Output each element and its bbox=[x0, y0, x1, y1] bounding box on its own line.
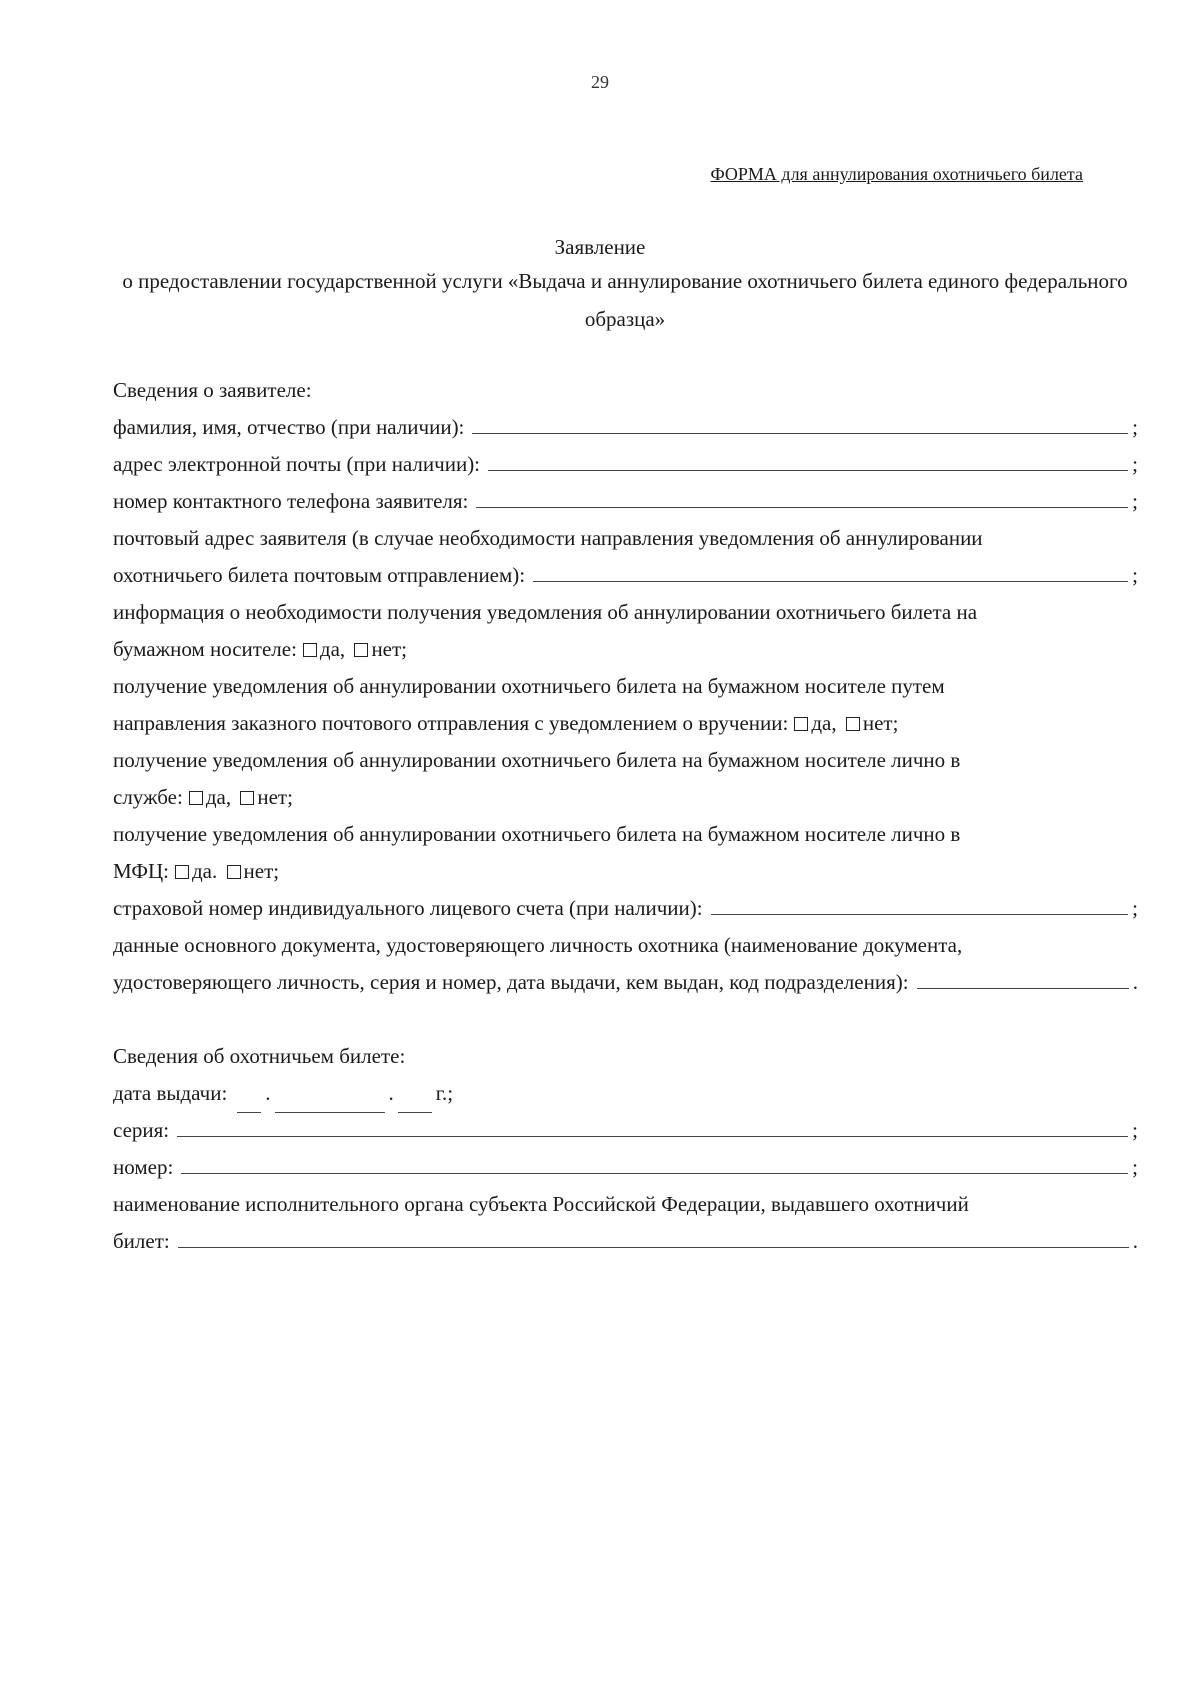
paper-yes-label: да, bbox=[319, 637, 346, 661]
service-options bbox=[189, 779, 293, 816]
form-body bbox=[113, 372, 1138, 1260]
mfc-row-1 bbox=[113, 816, 1138, 853]
mfc-options bbox=[175, 853, 279, 890]
phone-row bbox=[113, 483, 1138, 520]
mail-yes-checkbox[interactable] bbox=[794, 717, 808, 731]
phone-semicolon: ; bbox=[1132, 489, 1138, 513]
ticket-section-heading bbox=[113, 1038, 1138, 1075]
issue-date-dot-2: . bbox=[388, 1081, 394, 1105]
mfc-row-2 bbox=[113, 853, 1138, 890]
mail-label-2: направления заказного почтового отправления с уведомлением о вручении: bbox=[113, 711, 789, 735]
doc-row-2 bbox=[113, 964, 1138, 1001]
doc-row-1 bbox=[113, 927, 1138, 964]
doc-label-1: данные основного документа, удостоверяющего личность охотника (наименование документа, bbox=[113, 933, 963, 957]
paper-row-1 bbox=[113, 594, 1138, 631]
postal-address-field[interactable] bbox=[533, 580, 1128, 582]
paper-row-2 bbox=[113, 631, 1138, 668]
series-row bbox=[113, 1112, 1138, 1149]
mail-options bbox=[794, 705, 898, 742]
series-label: серия: bbox=[113, 1118, 170, 1142]
phone-field[interactable] bbox=[476, 506, 1128, 508]
section-gap bbox=[113, 1001, 1138, 1038]
snils-row bbox=[113, 890, 1138, 927]
paper-no-checkbox[interactable] bbox=[354, 643, 368, 657]
issue-date-field[interactable] bbox=[233, 1075, 436, 1113]
email-label: адрес электронной почты (при наличии): bbox=[113, 452, 481, 476]
org-period: . bbox=[1132, 1229, 1138, 1253]
snils-label: страховой номер индивидуального лицевого счета (при наличии): bbox=[113, 896, 703, 920]
paper-label-2: бумажном носителе: bbox=[113, 637, 297, 661]
mail-no-label: нет; bbox=[862, 711, 899, 735]
mfc-no-checkbox[interactable] bbox=[227, 865, 241, 879]
postal-row-2 bbox=[113, 557, 1138, 594]
org-row-2 bbox=[113, 1223, 1138, 1260]
paper-no-label: нет; bbox=[371, 637, 408, 661]
paper-label-1: информация о необходимости получения уведомления об аннулировании охотничьего билета на bbox=[113, 600, 978, 624]
fio-field[interactable] bbox=[472, 432, 1128, 434]
postal-row-1 bbox=[113, 520, 1138, 557]
service-row-1 bbox=[113, 742, 1138, 779]
service-no-label: нет; bbox=[257, 785, 293, 809]
applicant-section-heading bbox=[113, 372, 1138, 409]
service-no-checkbox[interactable] bbox=[240, 791, 254, 805]
mfc-yes-label: да. bbox=[192, 859, 218, 883]
issue-date-dot: . bbox=[265, 1081, 271, 1105]
issue-date-row bbox=[113, 1075, 1138, 1112]
mfc-no-label: нет; bbox=[243, 859, 280, 883]
doc-label-2: удостоверяющего личность, серия и номер, дата выдачи, кем выдан, код подразделения): bbox=[113, 970, 909, 994]
series-semicolon: ; bbox=[1132, 1118, 1138, 1142]
email-semicolon: ; bbox=[1132, 452, 1138, 476]
org-row-1 bbox=[113, 1186, 1138, 1223]
service-yes-checkbox[interactable] bbox=[189, 791, 203, 805]
mfc-yes-checkbox[interactable] bbox=[175, 865, 189, 879]
mail-no-checkbox[interactable] bbox=[846, 717, 860, 731]
fio-label: фамилия, имя, отчество (при наличии): bbox=[113, 415, 465, 439]
number-semicolon: ; bbox=[1132, 1155, 1138, 1179]
postal-label-2: охотничьего билета почтовым отправлением): bbox=[113, 563, 526, 587]
document-title: Заявление bbox=[554, 235, 646, 259]
paper-yes-checkbox[interactable] bbox=[303, 643, 317, 657]
issue-year-suffix: г.; bbox=[435, 1081, 454, 1105]
document-subtitle: о предоставлении государственной услуги «Выдача и аннулирование охотничьего билета единого федерального образца» bbox=[122, 269, 1128, 331]
issue-year-field[interactable] bbox=[398, 1075, 432, 1113]
fio-semicolon: ; bbox=[1132, 415, 1138, 439]
doc-period: . bbox=[1132, 970, 1138, 994]
org-label-2: билет: bbox=[113, 1229, 170, 1253]
issue-month-field[interactable] bbox=[275, 1075, 385, 1113]
identity-document-field[interactable] bbox=[917, 987, 1129, 989]
service-row-2 bbox=[113, 779, 1138, 816]
issuing-authority-field[interactable] bbox=[178, 1246, 1129, 1248]
snils-semicolon: ; bbox=[1132, 896, 1138, 920]
ticket-heading-text: Сведения об охотничьем билете: bbox=[113, 1044, 406, 1068]
number-field[interactable] bbox=[181, 1172, 1128, 1174]
number-label: номер: bbox=[113, 1155, 174, 1179]
mail-row-2 bbox=[113, 705, 1138, 742]
service-label-2: службе: bbox=[113, 785, 183, 809]
postal-label-1: почтовый адрес заявителя (в случае необходимости направления уведомления об аннулировании bbox=[113, 526, 983, 550]
snils-field[interactable] bbox=[711, 913, 1129, 915]
issue-day-field[interactable] bbox=[237, 1075, 261, 1113]
mail-label-1: получение уведомления об аннулировании охотничьего билета на бумажном носителе путем bbox=[113, 674, 945, 698]
paper-options bbox=[303, 631, 407, 668]
page-number: 29 bbox=[591, 72, 609, 92]
org-label-1: наименование исполнительного органа субъекта Российской Федерации, выдавшего охотничий bbox=[113, 1192, 969, 1216]
mail-row-1 bbox=[113, 668, 1138, 705]
postal-semicolon: ; bbox=[1132, 563, 1138, 587]
mail-yes-label: да, bbox=[811, 711, 837, 735]
form-label: ФОРМА для аннулирования охотничьего билета bbox=[710, 164, 1083, 184]
mfc-label-2: МФЦ: bbox=[113, 859, 169, 883]
series-field[interactable] bbox=[177, 1135, 1128, 1137]
mfc-label-1: получение уведомления об аннулировании охотничьего билета на бумажном носителе лично в bbox=[113, 822, 961, 846]
email-field[interactable] bbox=[488, 469, 1128, 471]
number-row bbox=[113, 1149, 1138, 1186]
email-row bbox=[113, 446, 1138, 483]
applicant-heading-text: Сведения о заявителе: bbox=[113, 378, 312, 402]
service-label-1: получение уведомления об аннулировании охотничьего билета на бумажном носителе лично в bbox=[113, 748, 961, 772]
fio-row bbox=[113, 409, 1138, 446]
phone-label: номер контактного телефона заявителя: bbox=[113, 489, 469, 513]
issue-date-label: дата выдачи: bbox=[113, 1081, 228, 1105]
service-yes-label: да, bbox=[205, 785, 232, 809]
